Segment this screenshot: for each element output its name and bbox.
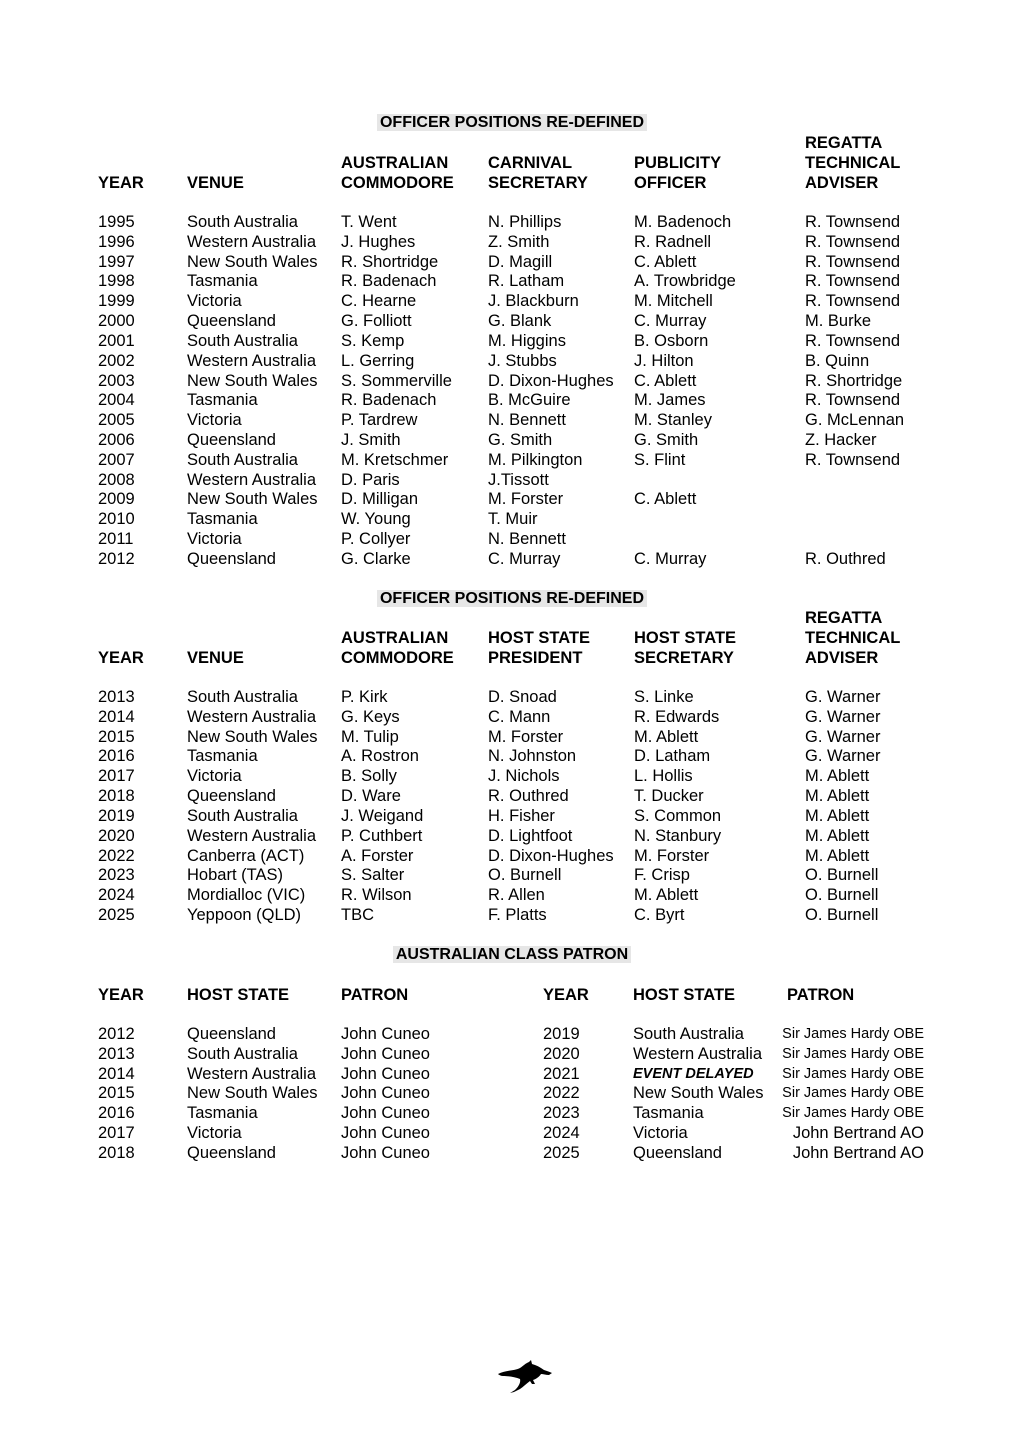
table-cell: 2012 [98, 1025, 135, 1043]
table-cell: F. Platts [488, 906, 547, 925]
table-cell: S. Sommerville [341, 371, 452, 390]
table-cell: R. Townsend [805, 252, 901, 271]
table-cell: H. Fisher [488, 806, 555, 825]
table-row [0, 826, 1024, 846]
table-cell: M. Tulip [341, 727, 399, 746]
table-cell: J. Stubbs [488, 351, 557, 370]
table-cell: New South Wales [187, 490, 318, 509]
table-cell: Queensland [187, 549, 276, 568]
table-row [0, 232, 1024, 252]
table-cell: 2016 [98, 1104, 135, 1123]
table-cell: 2022 [543, 1084, 580, 1103]
table-cell: R. Outhred [805, 549, 886, 568]
s3-header-host-state-right: HOST STATE [633, 986, 736, 1004]
table-cell: O. Burnell [805, 906, 879, 925]
table-cell: P. Collyer [341, 530, 411, 549]
s2-header-col5: HOST STATE SECRETARY [634, 629, 737, 667]
table-cell: J. Blackburn [488, 292, 579, 311]
table-row [0, 1103, 1024, 1123]
table-row [0, 509, 1024, 529]
table-cell: P. Cuthbert [341, 826, 423, 845]
table-cell: R. Outhred [488, 787, 569, 806]
table-cell: 2015 [98, 1084, 135, 1103]
table-cell: R. Latham [488, 272, 565, 291]
table-cell: 2019 [543, 1025, 580, 1043]
table-cell: R. Townsend [805, 391, 901, 410]
table-cell: Tasmania [187, 391, 258, 410]
table-cell: R. Townsend [805, 331, 901, 350]
table-cell: M. Forster [634, 846, 710, 865]
table-cell: R. Townsend [805, 213, 901, 231]
table-cell: B. Solly [341, 767, 397, 786]
table-cell: O. Burnell [488, 866, 562, 885]
table-row [0, 470, 1024, 490]
table-cell: 2013 [98, 688, 135, 706]
table-cell: W. Young [341, 510, 411, 529]
table-cell: John Cuneo [341, 1124, 430, 1143]
table-cell: Western Australia [187, 232, 317, 251]
table-cell: M. Badenoch [634, 213, 732, 231]
table-cell: N. Bennett [488, 411, 566, 430]
table-row [0, 529, 1024, 549]
table-cell: 2016 [98, 747, 135, 766]
table-cell: M. Kretschmer [341, 450, 449, 469]
table-cell: Tasmania [187, 1104, 258, 1123]
kangaroo-icon [496, 1360, 554, 1399]
table-cell: 2009 [98, 490, 135, 509]
table-cell: T. Went [341, 213, 397, 231]
table-cell: R. Townsend [805, 450, 901, 469]
table-cell: 2014 [98, 1064, 135, 1083]
table-cell: M. Ablett [805, 767, 870, 786]
table-cell: 2023 [543, 1104, 580, 1123]
table-row [0, 489, 1024, 509]
table-cell: Victoria [633, 1124, 688, 1143]
table-cell: 2018 [98, 1143, 135, 1162]
table-cell: D. Latham [634, 747, 711, 766]
table-cell: 2020 [543, 1044, 580, 1063]
table-cell: C. Murray [634, 312, 707, 331]
table-cell: John Cuneo [341, 1143, 430, 1162]
table-row [0, 806, 1024, 826]
table-cell: Western Australia [633, 1044, 763, 1063]
table-cell: T. Ducker [634, 787, 704, 806]
table-cell: Z. Smith [488, 232, 550, 251]
table-cell: Sir James Hardy OBE [782, 1105, 924, 1122]
table-cell: Queensland [187, 787, 276, 806]
table-cell: S. Linke [634, 688, 694, 706]
s2-header-venue: VENUE [187, 649, 244, 667]
section2-title: OFFICER POSITIONS RE-DEFINED [0, 589, 1024, 609]
table-row [0, 707, 1024, 727]
table-cell: C. Murray [488, 549, 561, 568]
table-row [0, 746, 1024, 766]
table-cell: 2003 [98, 371, 135, 390]
table-cell: Sir James Hardy OBE [782, 1065, 924, 1082]
table-row [0, 687, 1024, 707]
table-cell: M. Higgins [488, 331, 566, 350]
table-cell: C. Ablett [634, 252, 697, 271]
table-cell: G. Smith [488, 431, 553, 450]
table-cell: D. Magill [488, 252, 553, 271]
table-cell: 2007 [98, 450, 135, 469]
table-cell: 1996 [98, 232, 135, 251]
table-cell: R. Townsend [805, 232, 901, 251]
table-cell: C. Byrt [634, 906, 685, 925]
table-cell: S. Salter [341, 866, 405, 885]
table-cell: Mordialloc (VIC) [187, 886, 306, 905]
table-cell: Victoria [187, 767, 242, 786]
s2-header-col4: HOST STATE PRESIDENT [488, 629, 591, 667]
table-cell: 2023 [98, 866, 135, 885]
table-cell: Queensland [187, 1143, 276, 1162]
table-cell: M. Ablett [805, 787, 870, 806]
table-cell: M. Ablett [805, 826, 870, 845]
table-cell: Victoria [187, 1124, 242, 1143]
table-cell: South Australia [633, 1025, 744, 1043]
table-cell: G. Warner [805, 707, 881, 726]
table-cell: 1998 [98, 272, 135, 291]
table-cell: N. Stanbury [634, 826, 722, 845]
table-cell: Western Australia [187, 1064, 317, 1083]
table-cell: 2022 [98, 846, 135, 865]
table-row [0, 727, 1024, 747]
table-row [0, 390, 1024, 410]
table-cell: Hobart (TAS) [187, 866, 283, 885]
s1-header-venue: VENUE [187, 174, 244, 192]
table-cell: C. Murray [634, 549, 707, 568]
table-row [0, 410, 1024, 430]
s2-header-year: YEAR [98, 649, 144, 667]
table-row [0, 1123, 1024, 1143]
table-cell: 2018 [98, 787, 135, 806]
table-row [0, 252, 1024, 272]
table-cell: Victoria [187, 411, 242, 430]
table-cell: John Bertrand AO [792, 1124, 924, 1143]
table-cell: 2012 [98, 549, 135, 568]
s3-header-year-right: YEAR [543, 986, 589, 1004]
table-cell: 2017 [98, 767, 135, 786]
table-cell: B. Osborn [634, 331, 709, 350]
table-cell: D. Paris [341, 470, 400, 489]
table-cell: M. Mitchell [634, 292, 713, 311]
table-cell: C. Ablett [634, 490, 697, 509]
table-cell: G. Clarke [341, 549, 411, 568]
table-cell: R. Shortridge [341, 252, 439, 271]
table-cell: John Bertrand AO [792, 1143, 924, 1162]
table-row [0, 1064, 1024, 1084]
table-row [0, 1143, 1024, 1163]
table-cell: 2024 [98, 886, 135, 905]
table-cell: G. Warner [805, 688, 881, 706]
table-cell: G. Smith [634, 431, 699, 450]
table-cell: 2025 [543, 1143, 580, 1162]
table-cell: New South Wales [187, 727, 318, 746]
table-cell: 2006 [98, 431, 135, 450]
table-cell: 1995 [98, 213, 135, 231]
table-cell: South Australia [187, 806, 298, 825]
table-cell: New South Wales [187, 371, 318, 390]
table-cell: 2011 [98, 530, 134, 549]
table-cell: J. Hilton [634, 351, 694, 370]
s3-header-host-state-left: HOST STATE [187, 986, 290, 1004]
table-row [0, 766, 1024, 786]
table-cell: John Cuneo [341, 1044, 430, 1063]
s2-header-col3: AUSTRALIAN COMMODORE [341, 629, 454, 667]
table-cell: Queensland [633, 1143, 722, 1162]
table-cell: 2005 [98, 411, 135, 430]
table-cell: Queensland [187, 312, 276, 331]
table-cell: J. Smith [341, 431, 401, 450]
table-cell: Sir James Hardy OBE [782, 1045, 924, 1062]
table-cell: D. Ware [341, 787, 401, 806]
table-cell: J. Nichols [488, 767, 560, 786]
table-cell: L. Hollis [634, 767, 693, 786]
table-cell: C. Hearne [341, 292, 417, 311]
table-cell: M. James [634, 391, 706, 410]
table-cell: M. Burke [805, 312, 872, 331]
table-cell: S. Common [634, 806, 722, 825]
table-row [0, 885, 1024, 905]
table-row [0, 549, 1024, 569]
table-row [0, 311, 1024, 331]
table-cell: S. Kemp [341, 331, 405, 350]
table-cell: Western Australia [187, 707, 317, 726]
section3-title: AUSTRALIAN CLASS PATRON [0, 945, 1024, 965]
table-cell: M. Ablett [634, 727, 699, 746]
table-cell: 2001 [98, 331, 135, 350]
table-row [0, 351, 1024, 371]
table-cell: Tasmania [633, 1104, 704, 1123]
table-cell: O. Burnell [805, 886, 879, 905]
table-cell: R. Allen [488, 886, 545, 905]
table-cell: John Cuneo [341, 1084, 430, 1103]
table-cell: R. Shortridge [805, 371, 903, 390]
table-cell: N. Phillips [488, 213, 562, 231]
table-row [0, 905, 1024, 925]
s3-header-patron-right: PATRON [787, 986, 855, 1004]
table-row [0, 371, 1024, 391]
table-cell: R. Radnell [634, 232, 712, 251]
table-row [0, 430, 1024, 450]
s1-header-col3: AUSTRALIAN COMMODORE [341, 154, 454, 192]
table-cell: M. Ablett [805, 806, 870, 825]
table-cell: New South Wales [633, 1084, 764, 1103]
table-row [0, 291, 1024, 311]
section1-title: OFFICER POSITIONS RE-DEFINED [0, 113, 1024, 133]
table-cell: 2000 [98, 312, 135, 331]
table-cell: R. Townsend [805, 272, 901, 291]
table-cell: Tasmania [187, 272, 258, 291]
table-cell: G. McLennan [805, 411, 905, 430]
table-cell: Sir James Hardy OBE [782, 1026, 924, 1042]
table-cell: Tasmania [187, 510, 258, 529]
table-cell: EVENT DELAYED [633, 1065, 754, 1082]
table-cell: M. Forster [488, 727, 564, 746]
table-row [0, 331, 1024, 351]
table-cell: 2019 [98, 806, 135, 825]
table-cell: South Australia [187, 450, 298, 469]
table-row [0, 1024, 1024, 1044]
s1-header-year: YEAR [98, 174, 144, 192]
table-cell: M. Pilkington [488, 450, 583, 469]
table-cell: R. Townsend [805, 292, 901, 311]
table-cell: South Australia [187, 213, 298, 231]
table-cell: D. Lightfoot [488, 826, 573, 845]
table-cell: D. Snoad [488, 688, 557, 706]
table-cell: 1997 [98, 252, 135, 271]
table-cell: M. Stanley [634, 411, 712, 430]
table-cell: P. Tardrew [341, 411, 418, 430]
table-cell: G. Blank [488, 312, 552, 331]
table-row [0, 271, 1024, 291]
table-cell: N. Johnston [488, 747, 577, 766]
s3-header-year-left: YEAR [98, 986, 144, 1004]
table-cell: D. Milligan [341, 490, 419, 509]
table-cell: TBC [341, 906, 374, 925]
table-cell: Z. Hacker [805, 431, 877, 450]
table-cell: G. Warner [805, 747, 881, 766]
table-cell: 2025 [98, 906, 135, 925]
table-cell: John Cuneo [341, 1064, 430, 1083]
table-cell: 2008 [98, 470, 135, 489]
table-cell: Tasmania [187, 747, 258, 766]
table-cell: 2017 [98, 1124, 135, 1143]
table-cell: Sir James Hardy OBE [782, 1085, 924, 1102]
table-row [0, 1083, 1024, 1103]
table-cell: Western Australia [187, 351, 317, 370]
table-cell: Victoria [187, 292, 242, 311]
table-row [0, 1044, 1024, 1064]
table-cell: J.Tissott [488, 470, 549, 489]
s1-header-col6: REGATTA TECHNICAL ADVISER [805, 134, 901, 192]
table-cell: New South Wales [187, 252, 318, 271]
table-cell: C. Ablett [634, 371, 697, 390]
s3-header-patron-left: PATRON [341, 986, 409, 1004]
table-cell: 2013 [98, 1044, 135, 1063]
table-cell: 2004 [98, 391, 135, 410]
table-cell: 2020 [98, 826, 135, 845]
table-cell: A. Forster [341, 846, 414, 865]
table-cell: R. Wilson [341, 886, 412, 905]
table-cell: B. Quinn [805, 351, 870, 370]
table-cell: D. Dixon-Hughes [488, 371, 614, 390]
table-cell: P. Kirk [341, 688, 388, 706]
table-cell: John Cuneo [341, 1104, 430, 1123]
table-cell: O. Burnell [805, 866, 879, 885]
table-cell: South Australia [187, 331, 298, 350]
table-cell: G. Keys [341, 707, 400, 726]
s2-header-col6: REGATTA TECHNICAL ADVISER [805, 609, 901, 667]
table-cell: Western Australia [187, 470, 317, 489]
table-cell: L. Gerring [341, 351, 415, 370]
table-cell: J. Hughes [341, 232, 416, 251]
table-row [0, 212, 1024, 232]
table-cell: John Cuneo [341, 1025, 430, 1043]
table-cell: G. Warner [805, 727, 881, 746]
table-cell: M. Forster [488, 490, 564, 509]
table-cell: 2024 [543, 1124, 580, 1143]
table-cell: Victoria [187, 530, 242, 549]
table-cell: Western Australia [187, 826, 317, 845]
table-cell: B. McGuire [488, 391, 571, 410]
table-cell: Canberra (ACT) [187, 846, 305, 865]
table-cell: Queensland [187, 1025, 276, 1043]
table-cell: T. Muir [488, 510, 538, 529]
table-cell: New South Wales [187, 1084, 318, 1103]
table-cell: 1999 [98, 292, 135, 311]
table-cell: Yeppoon (QLD) [187, 906, 302, 925]
table-cell: D. Dixon-Hughes [488, 846, 614, 865]
table-cell: 2014 [98, 707, 135, 726]
s1-header-col4: CARNIVAL SECRETARY [488, 154, 588, 192]
table-row [0, 450, 1024, 470]
table-cell: South Australia [187, 688, 298, 706]
table-row [0, 786, 1024, 806]
table-cell: M. Ablett [805, 846, 870, 865]
table-cell: C. Mann [488, 707, 551, 726]
table-cell: R. Edwards [634, 707, 720, 726]
table-cell: F. Crisp [634, 866, 690, 885]
table-cell: South Australia [187, 1044, 298, 1063]
table-cell: J. Weigand [341, 806, 424, 825]
table-cell: 2021 [543, 1064, 580, 1083]
table-row [0, 846, 1024, 866]
table-cell: S. Flint [634, 450, 686, 469]
table-cell: R. Badenach [341, 272, 437, 291]
table-cell: R. Badenach [341, 391, 437, 410]
table-cell: 2015 [98, 727, 135, 746]
table-cell: M. Ablett [634, 886, 699, 905]
table-cell: A. Trowbridge [634, 272, 736, 291]
table-cell: N. Bennett [488, 530, 566, 549]
table-row [0, 865, 1024, 885]
table-cell: 2010 [98, 510, 135, 529]
table-cell: A. Rostron [341, 747, 419, 766]
table-cell: 2002 [98, 351, 135, 370]
s1-header-col5: PUBLICITY OFFICER [634, 154, 722, 192]
table-cell: G. Folliott [341, 312, 412, 331]
table-cell: Queensland [187, 431, 276, 450]
